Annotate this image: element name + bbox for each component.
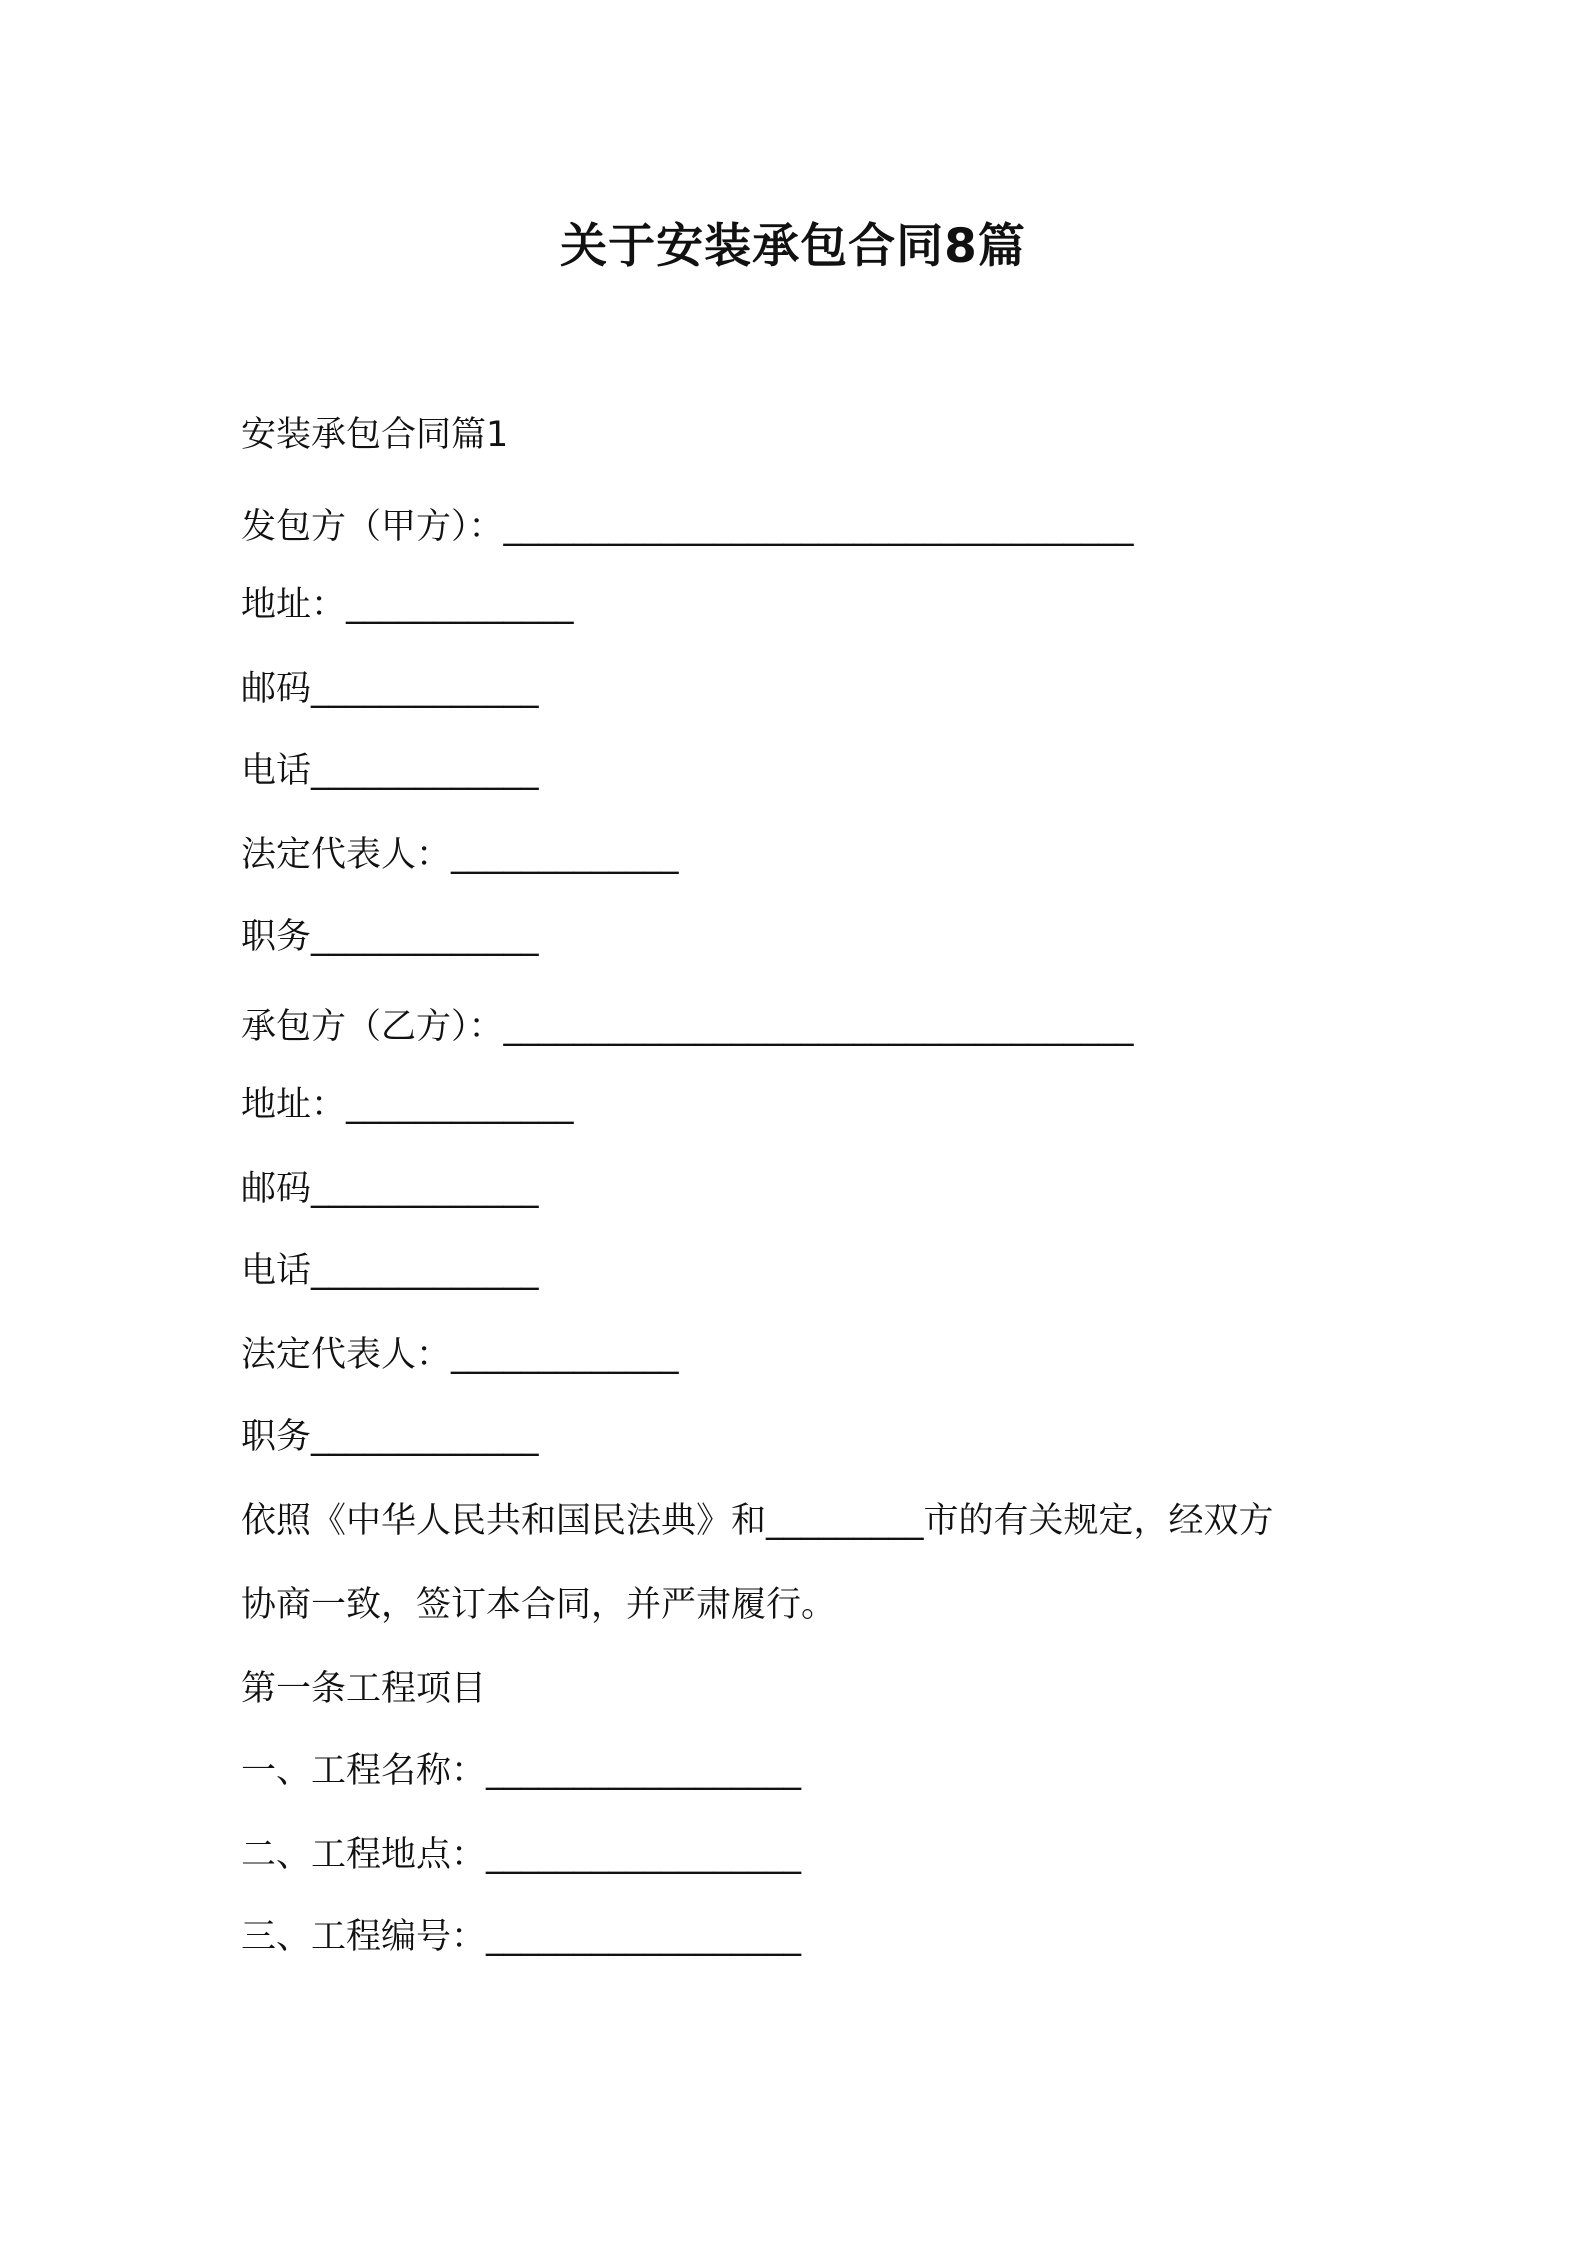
party-a-phone-field: 电话_____________ [241,751,539,791]
article-heading: 第一条工程项目 [241,1669,487,1709]
party-b-phone-field: 电话_____________ [241,1251,539,1291]
project-location-field: 二、工程地点：__________________ [241,1835,802,1875]
party-a-legal-rep-field: 法定代表人：_____________ [241,835,679,875]
party-b-field: 承包方（乙方）：____________________________________ [241,1007,1134,1047]
party-a-field: 发包方（甲方）：____________________________________ [241,507,1134,547]
section-heading: 安装承包合同篇1 [241,415,509,455]
preamble-line-1: 依照《中华人民共和国民法典》和_________市的有关规定，经双方 [241,1501,1274,1541]
party-a-address-field: 地址：_____________ [241,585,574,625]
preamble-line-2: 协商一致，签订本合同，并严肃履行。 [241,1585,837,1625]
party-a-position-field: 职务_____________ [241,917,539,957]
project-name-field: 一、工程名称：__________________ [241,1751,802,1791]
document-title: 关于安装承包合同8篇 [560,219,1026,274]
party-b-position-field: 职务_____________ [241,1417,539,1457]
party-a-postcode-field: 邮码_____________ [241,669,539,709]
party-b-address-field: 地址：_____________ [241,1085,574,1125]
party-b-postcode-field: 邮码_____________ [241,1169,539,1209]
party-b-legal-rep-field: 法定代表人：_____________ [241,1335,679,1375]
project-number-field: 三、工程编号：__________________ [241,1917,802,1957]
